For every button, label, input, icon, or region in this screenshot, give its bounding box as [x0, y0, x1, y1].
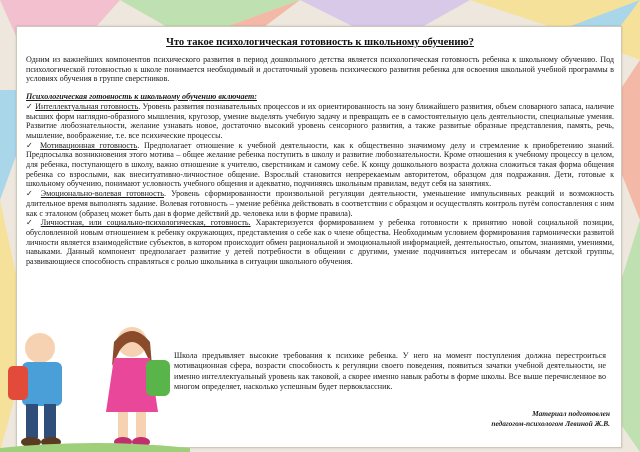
credit-line-1: Материал подготовлен	[532, 409, 610, 418]
item-title: Интеллектуальная готовность	[35, 101, 139, 111]
item-text: Характеризуется формированием у ребенка готовности к принятию новой социальной позиции, обусловленной новым отношением к ребенку окружающих, представления о себе как о члене общества. Необходимым условием формирования гармонически развитой личности является взаимодействие субъектов, в котором происходит обмен рациональной и эмоциональной информацией, деятельностью, опытом, знаниями, умениями, навыками. Данный компонент предполагает развитие у детей потребности в общении с другими, умение подчиняться интересам и обычаям детской группы, развивающиеся способность справляться с ролью школьника в ситуации школьного обучения.	[26, 218, 615, 267]
intro-paragraph: Одним из важнейших компонентов психического развития в период дошкольного детства является психологическая готовность ребенка к школьному обучению. Под психологической готовностью к школе понимается необходимый и достаточный уровень психического развития ребенка для освоения школьной учебной программы в условиях обучения в группе сверстников.	[26, 55, 614, 84]
section-heading: Психологическая готовность к школьному обучению включает:	[26, 92, 257, 102]
author-credit	[491, 409, 610, 428]
final-paragraph: Школа предъявляет высокие требования к психике ребенка. У него на момент поступления должна перестроиться мотивационная сфера, возрасти способность к регуляции своего поведения, появиться зачатки учебной деятельности, не именно интеллектуальный уровень как таковой, а скорее именно навык работы в форме школы. Все выше перечисленное во многом определяет, насколько успешным будет первоклассник.	[174, 351, 606, 392]
page-title: Что такое психологическая готовность к школьному обучению?	[166, 37, 474, 48]
checkmark-icon: ✓	[26, 101, 33, 111]
item-text: . Уровень развития познавательных процессов и их ориентированность на зону ближайшего развития, объем словарного запаса, наличие высших форм наглядно-образного мышления, кругозор, умение выделять учебную задачу и превращать ее в самостоятельную цель деятельности, специальные умения. Развитие любознательности, желание узнавать новое, достаточно высокий уровень сенсорного развития, а также развитые образные представления, память, речь, мышление, воображение, т.е. все психические процессы.	[26, 101, 615, 140]
item-title: Личностная, или социально-психологическая, готовность.	[40, 218, 251, 228]
checkmark-icon: ✓	[26, 140, 36, 150]
item-text: . Уровень сформированности произвольной регуляции деятельности, уменьшение импульсивных реакций и возможность длительное время выполнять задание. Волевая готовность – умение ребёнка действовать в соответствии с образцом и осуществлять контроль путём сопоставления с ним как с эталоном (образец может быть дан в форме действий др. человека или в форме правила).	[26, 189, 615, 218]
document-body	[26, 55, 614, 267]
list-item	[26, 141, 614, 190]
children-with-backpacks-illustration	[0, 300, 190, 452]
list-item	[26, 218, 614, 267]
checkmark-icon: ✓	[26, 218, 36, 228]
item-title: Эмоционально-волевая готовность	[40, 189, 164, 199]
item-text: . Предполагает отношение к учебной деятельности, как к общественно значимому делу и стремление к приобретению знаний. Предпосылка возникновения этого мотива – общее желание ребенка поступить в школу и развитие любознательности. Кроме отношения к учебному процессу в целом, для ребенка, поступающего в школу, важно отношение к учителю, сверстникам и самому себе. К концу дошкольного возраста должна сложиться такая форма общения ребенка со взрослыми, как внеситуативно-личностное общение. Взрослый становится непререкаемым авторитетом, образцом для подражания. Дети, готовые к школьному обучению, понимают условность учебного общения и адекватно, подчиняясь школьным правилам, ведут себя на занятиях.	[26, 140, 614, 189]
list-item	[26, 189, 614, 218]
checkmark-icon: ✓	[26, 189, 36, 199]
item-title: Мотивационная готовность	[40, 140, 138, 150]
credit-line-2: педагогом-психологом Левиной Ж.В.	[491, 418, 610, 428]
list-item	[26, 102, 614, 141]
